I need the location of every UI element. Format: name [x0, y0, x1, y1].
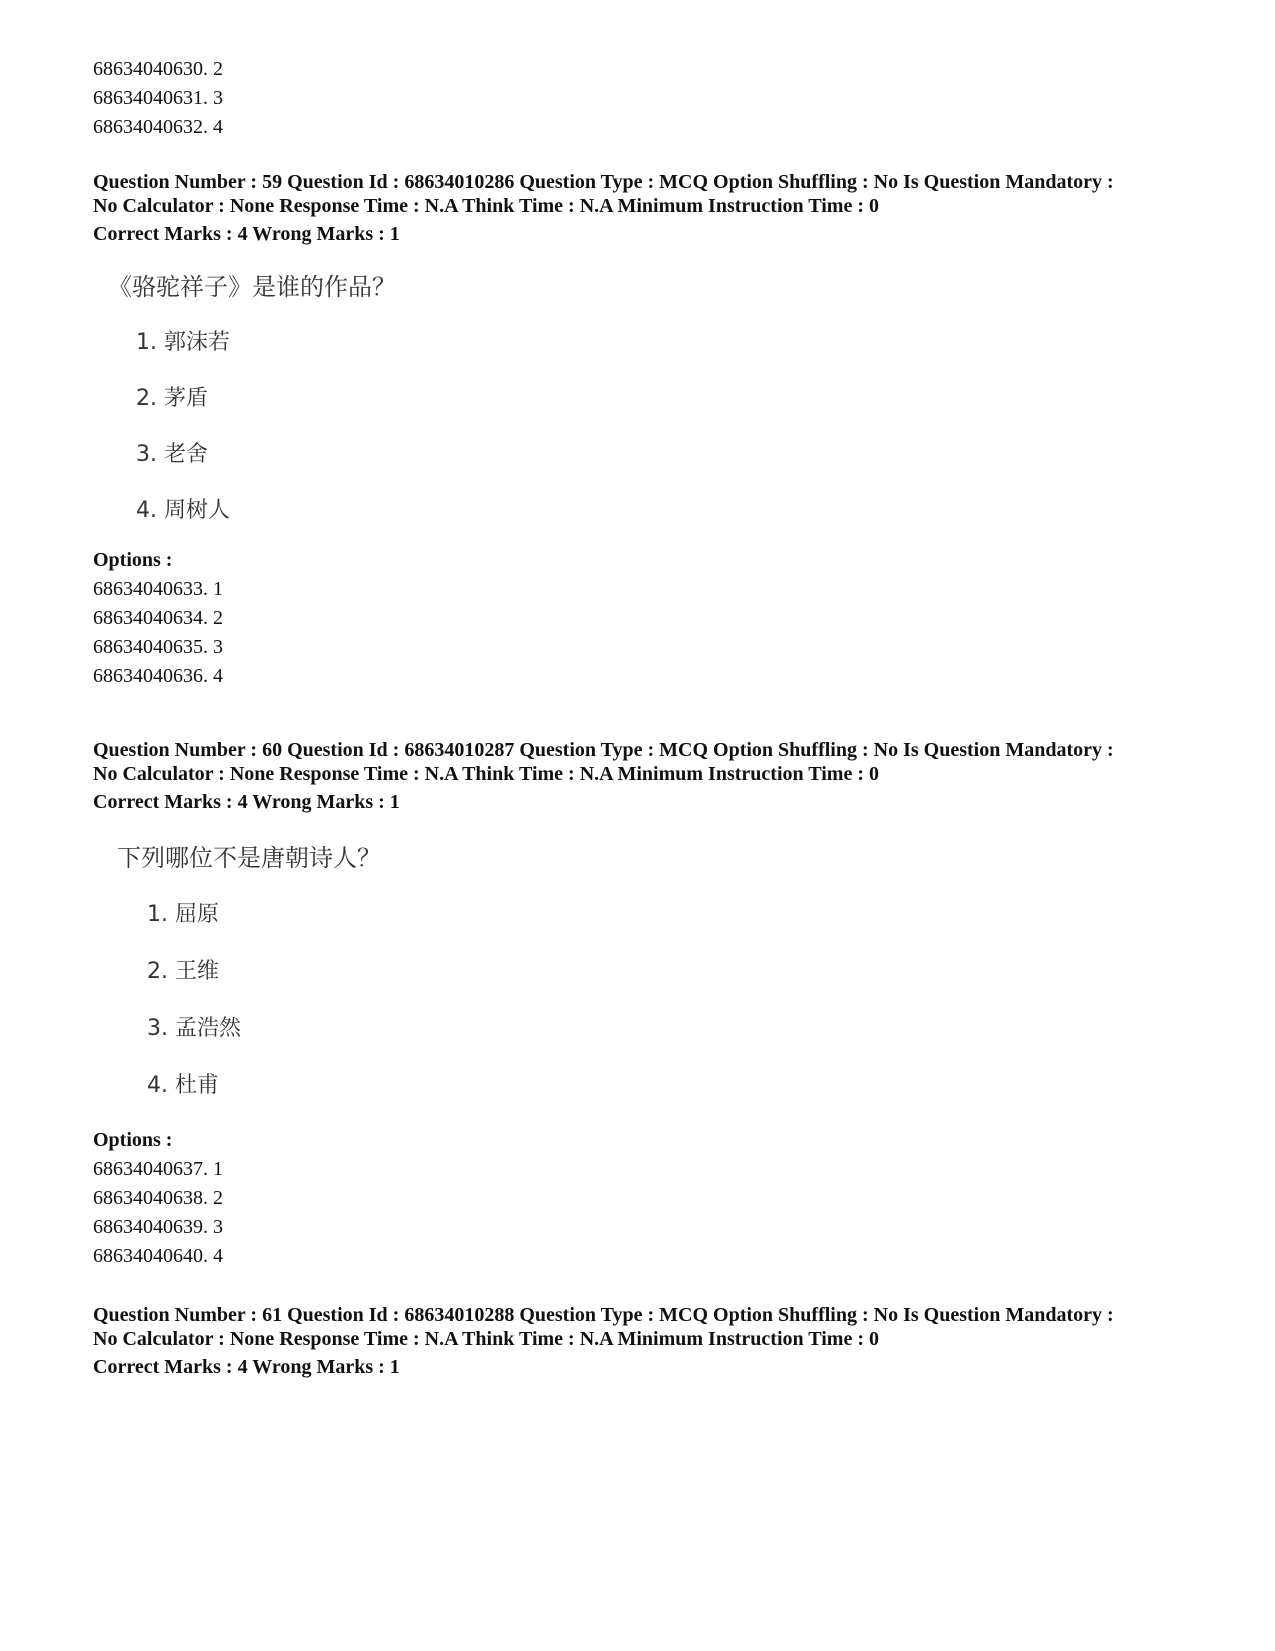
previous-question-options [93, 55, 1203, 142]
question-header-line: No Calculator : None Response Time : N.A Think Time : N.A Minimum Instruction Time : 0 [93, 1328, 879, 1350]
question-header-line: Question Number : 59 Question Id : 68634010286 Question Type : MCQ Option Shuffling : No Is Question Mandatory : [93, 171, 1114, 193]
question-choice: 2. 王维 [147, 959, 219, 984]
question-choice: 4. 杜甫 [147, 1073, 219, 1098]
question-marks: Correct Marks : 4 Wrong Marks : 1 [93, 1356, 400, 1378]
question-header-line: No Calculator : None Response Time : N.A Think Time : N.A Minimum Instruction Time : 0 [93, 763, 879, 785]
question-59-header [93, 170, 1203, 246]
question-59-options [93, 546, 1203, 691]
question-header-line: No Calculator : None Response Time : N.A Think Time : N.A Minimum Instruction Time : 0 [93, 195, 879, 217]
question-header-line: Question Number : 61 Question Id : 68634010288 Question Type : MCQ Option Shuffling : No Is Question Mandatory : [93, 1304, 1114, 1326]
options-label: Options : [93, 1129, 173, 1151]
question-header-line: Question Number : 60 Question Id : 68634010287 Question Type : MCQ Option Shuffling : No Is Question Mandatory : [93, 739, 1114, 761]
option-line: 68634040637. 1 [93, 1158, 223, 1180]
question-61-header [93, 1303, 1203, 1379]
option-line: 68634040630. 2 [93, 58, 223, 80]
question-stem: 下列哪位不是唐朝诗人？ [117, 844, 381, 872]
question-60-options [93, 1126, 1203, 1271]
option-line: 68634040638. 2 [93, 1187, 223, 1209]
option-line: 68634040640. 4 [93, 1245, 223, 1267]
question-choice: 1. 郭沫若 [136, 330, 230, 355]
question-marks: Correct Marks : 4 Wrong Marks : 1 [93, 223, 400, 245]
question-choice: 3. 孟浩然 [147, 1016, 241, 1041]
question-59-image [108, 272, 508, 542]
question-choice: 1. 屈原 [147, 902, 219, 927]
question-marks: Correct Marks : 4 Wrong Marks : 1 [93, 791, 400, 813]
question-choice: 3. 老舍 [136, 442, 208, 467]
option-line: 68634040639. 3 [93, 1216, 223, 1238]
options-label: Options : [93, 549, 173, 571]
question-60-image [117, 843, 517, 1113]
option-line: 68634040632. 4 [93, 116, 223, 138]
question-stem: 《骆驼祥子》是谁的作品？ [108, 273, 396, 301]
option-line: 68634040631. 3 [93, 87, 223, 109]
question-choice: 2. 茅盾 [136, 386, 208, 411]
question-60-header [93, 738, 1203, 814]
option-line: 68634040633. 1 [93, 578, 223, 600]
option-line: 68634040634. 2 [93, 607, 223, 629]
option-line: 68634040635. 3 [93, 636, 223, 658]
option-line: 68634040636. 4 [93, 665, 223, 687]
question-choice: 4. 周树人 [136, 498, 230, 523]
